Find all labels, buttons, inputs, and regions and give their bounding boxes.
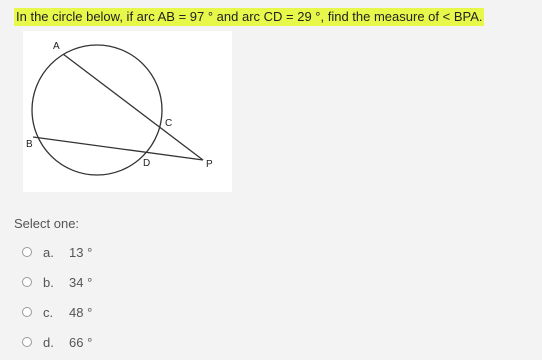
- question-text: In the circle below, if arc AB = 97 ° and arc CD = 29 °, find the measure of < BPA.: [16, 9, 483, 24]
- radio-button-icon[interactable]: [22, 277, 32, 287]
- circle: [32, 45, 162, 175]
- label-c: C: [165, 118, 173, 129]
- radio-button-icon[interactable]: [22, 307, 32, 317]
- option-letter: c.: [43, 304, 54, 320]
- option-b[interactable]: [22, 267, 92, 297]
- option-value: 13 °: [69, 244, 93, 260]
- radio-button-icon[interactable]: [22, 337, 32, 347]
- label-a: A: [53, 41, 60, 52]
- radio-button-icon[interactable]: [22, 247, 32, 257]
- answer-options: [22, 237, 92, 357]
- option-value: 48 °: [69, 304, 93, 320]
- option-value: 66 °: [69, 334, 93, 350]
- label-b: B: [26, 139, 33, 150]
- option-a[interactable]: [22, 237, 92, 267]
- geometry-figure: [23, 31, 232, 192]
- label-p: P: [206, 159, 213, 170]
- select-one-label: Select one:: [14, 216, 80, 231]
- option-letter: b.: [43, 274, 54, 290]
- option-letter: a.: [43, 244, 54, 260]
- option-c[interactable]: [22, 297, 92, 327]
- label-d: D: [143, 158, 151, 169]
- circle-diagram: [23, 31, 232, 192]
- option-letter: d.: [43, 334, 54, 350]
- option-value: 34 °: [69, 274, 93, 290]
- option-d[interactable]: [22, 327, 92, 357]
